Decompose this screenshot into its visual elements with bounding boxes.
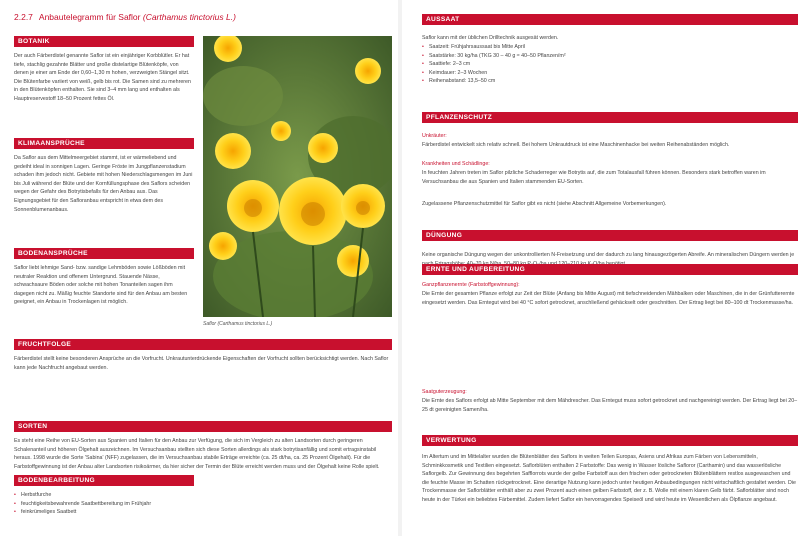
boden-text: Saflor liebt lehmige Sand- bzw. sandige Lehmböden sowie Lößböden mit neutraler Reaktion und offenem Untergrund. Stauende Nässe, schwachsaure Böden oder solche mit hohen Tonanteilen sagen ihm dagegen nicht zu. Mäßig feuchte Standorte sind für den Anbau am besten geeignet, ein Anbau in Trockenlagen ist möglich. xyxy=(14,265,188,306)
botanik-text: Der auch Färberdistel genannte Saflor ist ein einjähriger Korbblütler. Er hat tiefe, stachlig gezahnte Blätter und große distelartige Blütenköpfe, von denen je einer am Ende der 0,60–1,30 m hohen, verzweigten Stängel sitzt. Die Blütenfarbe variiert von weiß, gelb bis rot. Die Samen sind zu mehreren in den Blütenköpfen enthalten. Sie sind 3–4 mm lang und enthalten als Hauptreservestoff 18–50 Prozent fettes Öl. xyxy=(14,53,191,102)
duengung-heading: DÜNGUNG xyxy=(422,230,798,241)
saatgut-subheading: Saatguterzeugung: xyxy=(422,389,467,395)
section-number: 2.2.7 xyxy=(14,12,33,22)
unkraeuter-text: Färberdistel entwickelt sich relativ schnell. Bei hohem Unkrautdruck ist eine Maschinenhacke bei weiten Reihenabständen möglich. xyxy=(422,142,730,148)
saatgut-text: Die Ernte des Saflors erfolgt ab Mitte September mit dem Mähdrescher. Das Erntegut muss sofort getrocknet und nachgereinigt werden. Der Ertrag liegt bei 20–25 dt gereinigten Samen/ha. xyxy=(422,398,798,413)
list-item: • feuchtigkeitsbewahrende Saatbettbereitung im Frühjahr xyxy=(14,500,274,509)
page-title xyxy=(14,12,236,22)
safflower-photo xyxy=(203,36,392,317)
list-item: • Reihenabstand: 13,5–50 cm xyxy=(422,77,798,86)
bodenbearbeitung-heading: BODENBEARBEITUNG xyxy=(14,475,194,486)
title-text: Anbautelegramm für Saflor xyxy=(38,12,141,22)
right-page xyxy=(402,0,800,536)
list-item: • Saatstärke: 30 kg/ha (TKG 30 – 40 g ≈ 40–50 Pflanzen/m² xyxy=(422,52,798,61)
krankheiten-text: In feuchten Jahren treten im Saflor pilzliche Schaderreger wie Botrytis auf, die zum Totalausfall führen können. Besonders stark betroffen waren im Versuchsanbau die aus Spanien und Italien stammenden EU-Sorten. xyxy=(422,170,766,185)
duengung-text: Keine organische Düngung wegen der unkontrollierten N-Freisetzung und der dadurch zu lang hinausgezögerten Abreife. An mineralischen Düngern werden je xyxy=(422,252,795,258)
fruchtfolge-heading: FRUCHTFOLGE xyxy=(14,339,392,350)
botanik-heading: BOTANIK xyxy=(14,36,194,47)
aussaat-intro: Saflor kann mit der üblichen Drilltechnik ausgesät werden. xyxy=(422,35,559,41)
klima-heading: KLIMAANSPRÜCHE xyxy=(14,138,194,149)
list-item: • feinkrümeliges Saatbett xyxy=(14,508,274,517)
photo-caption: Saflor (Carthamus tinctorius L.) xyxy=(203,321,273,327)
aussaat-list xyxy=(422,43,798,86)
list-item: • Keimdauer: 2–3 Wochen xyxy=(422,69,798,78)
boden-heading: BODENANSPRÜCHE xyxy=(14,248,194,259)
left-page xyxy=(0,0,398,536)
pflanzenschutzmittel-text: Zugelassene Pflanzenschutzmittel für Saflor gibt es nicht (siehe Abschnitt Allgemeine Vorbemerkungen). xyxy=(422,201,667,207)
verwertung-heading: VERWERTUNG xyxy=(422,435,798,446)
title-latin: (Carthamus tinctorius L.) xyxy=(142,12,236,22)
ernte-heading: ERNTE UND AUFBEREITUNG xyxy=(422,264,798,275)
verwertung-text: Im Altertum und im Mittelalter wurden die Blütenblätter des Saflors in weiten Teilen Europas, Asiens und Afrikas zum Färben von Lebensmitteln, Schminkkosmetik und Textilien eingesetzt. Saflorblüten enthalten 2 Farbstoffe: Das wenig in Wasser lösliche Safloror (Carthamin) und das wasserlösliche Saflorgelb. Zur Gewinnung des begehrten Safflorrots wurde der gelbe Farbstoff aus den frischen oder getrockneten Blütenblättern restlos ausgewaschen und die feuchte Masse im Schatten rückgetrocknet. Eine derartige Nutzung kann jedoch unter heutigen Anbaubedingungen nicht wirtschaftlich gestaltet werden. Die Trockenmasse der Saflorblätter enthält aber zu zwei Prozent auch einen gelben Farbstoff, der z. B. Wolle mit einem klaren Gelb färbt. Saflorblätter sind noch heute in der Türkei ein beliebtes Färbemittel. Zudem liefert Saflor ein hervorragendes Speiseöl und wird heute im Wesentlichen als Ölpflanze angebaut. xyxy=(422,454,796,503)
sorten-text: Es steht eine Reihe von EU-Sorten aus Spanien und Italien für den Anbau zur Verfügung, die sich im Vergleich zu alten Landsorten durch geringeren Schalenanteil und höheren Ölgehalt auszeichnen. Im Versuchsanbau stellten sich diese Sorten allerdings als stark botrytisanfällig und somit ertragsinstabil heraus. 1998 wurde die Sorte 'Sabina' (NFF) zugelassen, die im Versuchsanbau stabile Erträge erreichte (ca. 25 dt/ha, ca. 25 Prozent Ölgehalt). Für die Farbstoffgewinnung ist der Anbau alter Landsorten risikoärmer, da hier sicher der Termin der Blüte erreicht werden muss und der Ölgehalt keine Rolle spielt. xyxy=(14,438,380,470)
fruchtfolge-text: Färberdistel stellt keine besonderen Ansprüche an die Vorfrucht. Unkrautunterdrückende Eigenschaften der Vorfrucht sollten berücksichtigt werden. Nach Saflor kann jede Nachfrucht angebaut werden. xyxy=(14,356,389,371)
safflower-image xyxy=(203,36,392,317)
krankheiten-subheading: Krankheiten und Schädlinge: xyxy=(422,161,490,167)
list-item: • Saattiefe: 2–3 cm xyxy=(422,60,798,69)
list-item: • Saatzeit: Frühjahrsaussaat bis Mitte April xyxy=(422,43,798,52)
aussaat-heading: AUSSAAT xyxy=(422,14,798,25)
list-item: • Herbstfurche xyxy=(14,491,274,500)
unkraeuter-subheading: Unkräuter: xyxy=(422,133,447,139)
bodenbearbeitung-list xyxy=(14,491,274,517)
ganzpflanzenernte-subheading: Ganzpflanzenernte (Farbstoffgewinnung): xyxy=(422,282,520,288)
ganzpflanzenernte-text: Die Ernte der gesamten Pflanze erfolgt zur Zeit der Blüte (Anfang bis Mitte August) mit tiefschneidenden Mähbalken oder Maschinen, die in der Grünfutterernte eingesetzt werden. Das Erntegut wird bei 40 °C sofort getrocknet, anschließend gehäckselt oder geschnitten. Der Ertrag liegt bei 80–100 dt Trockenmasse/ha. xyxy=(422,291,795,306)
klima-text: Da Saflor aus dem Mittelmeergebiet stammt, ist er wärmeliebend und gedeiht ideal in sonnigen Lagen. Geringe Fröste im Jungpflanzenstadium schaden ihm jedoch nicht. Gebiete mit hohen Niederschlagsmengen im Juni bis Juli während der Blüte und der Kornfüllungsphase des Saflors scheiden wegen der Gefahr des Botrytisbefalls für den Anbau aus. Das Eignungsgebiet für den Safloranbau entspricht in etwa dem des Sonnenblumenanbaus. xyxy=(14,155,193,213)
pflanzenschutz-heading: PFLANZENSCHUTZ xyxy=(422,112,798,123)
sorten-heading: SORTEN xyxy=(14,421,392,432)
